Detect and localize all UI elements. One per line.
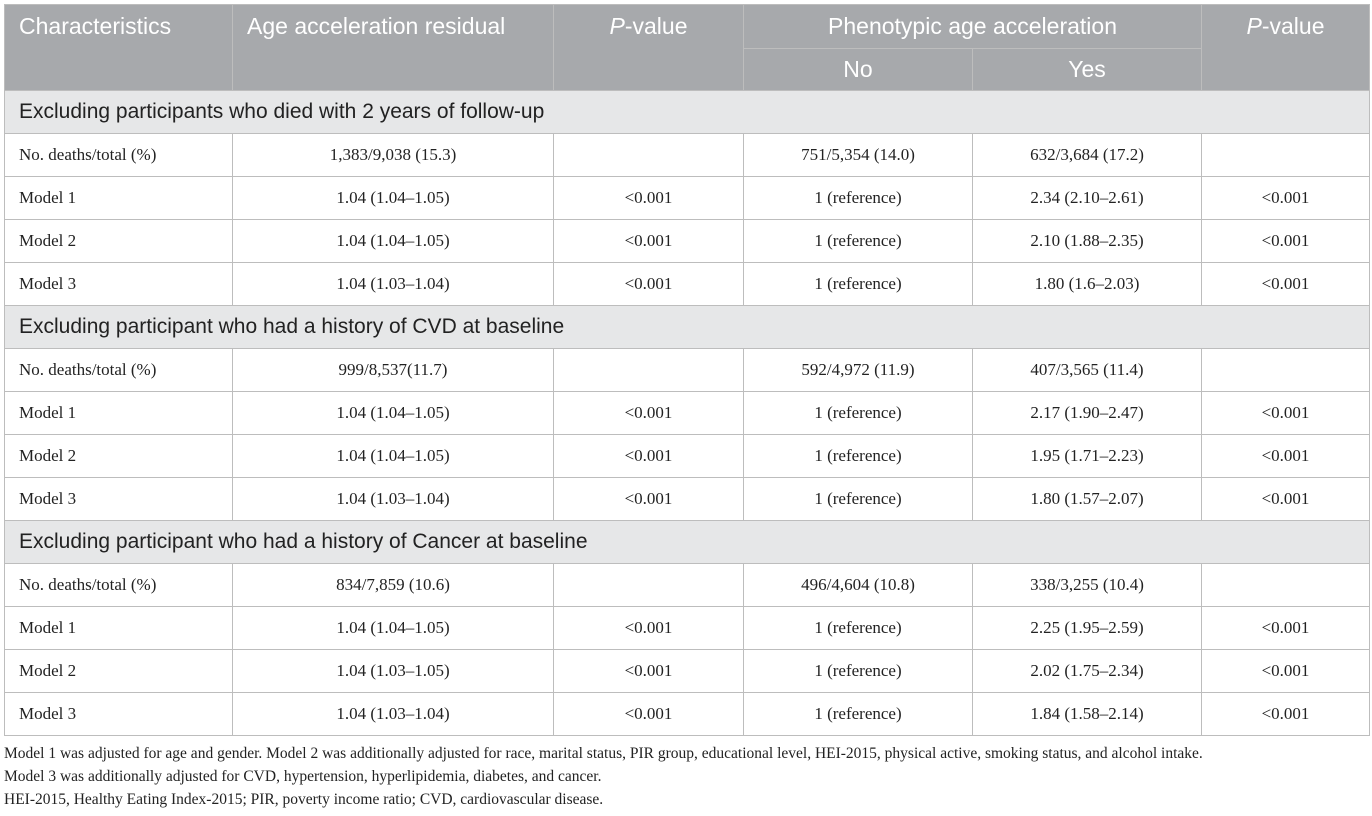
p-value-cell — [554, 349, 744, 392]
table-row — [5, 435, 1370, 478]
residual-cell: 1.04 (1.03–1.04) — [233, 478, 554, 521]
p-value-cell: <0.001 — [1202, 650, 1370, 693]
yes-cell: 2.17 (1.90–2.47) — [973, 392, 1202, 435]
yes-cell: 632/3,684 (17.2) — [973, 134, 1202, 177]
residual-cell: 1,383/9,038 (15.3) — [233, 134, 554, 177]
no-cell: 1 (reference) — [744, 263, 973, 306]
no-cell: 751/5,354 (14.0) — [744, 134, 973, 177]
header-phenotypic-age-acceleration: Phenotypic age acceleration — [744, 5, 1202, 49]
no-cell: 1 (reference) — [744, 650, 973, 693]
row-label: Model 3 — [5, 263, 233, 306]
no-cell: 1 (reference) — [744, 177, 973, 220]
row-label: No. deaths/total (%) — [5, 134, 233, 177]
no-cell: 1 (reference) — [744, 693, 973, 736]
residual-cell: 999/8,537(11.7) — [233, 349, 554, 392]
yes-cell: 407/3,565 (11.4) — [973, 349, 1202, 392]
p-value-cell: <0.001 — [554, 177, 744, 220]
yes-cell: 1.80 (1.57–2.07) — [973, 478, 1202, 521]
results-table — [4, 4, 1370, 736]
yes-cell: 2.25 (1.95–2.59) — [973, 607, 1202, 650]
residual-cell: 1.04 (1.04–1.05) — [233, 607, 554, 650]
p-value-cell: <0.001 — [1202, 478, 1370, 521]
footnote-model-3: Model 3 was additionally adjusted for CVD, hypertension, hyperlipidemia, diabetes, and cancer. — [4, 768, 602, 785]
no-cell: 592/4,972 (11.9) — [744, 349, 973, 392]
section-header-row — [5, 91, 1370, 134]
p-italic: P — [1246, 13, 1262, 39]
section-title: Excluding participant who had a history of CVD at baseline — [5, 306, 1370, 349]
row-label: No. deaths/total (%) — [5, 564, 233, 607]
row-label: Model 3 — [5, 693, 233, 736]
section-header-row — [5, 521, 1370, 564]
residual-cell: 1.04 (1.04–1.05) — [233, 435, 554, 478]
residual-cell: 1.04 (1.04–1.05) — [233, 220, 554, 263]
p-value-cell: <0.001 — [1202, 435, 1370, 478]
row-label: Model 1 — [5, 177, 233, 220]
table-row — [5, 607, 1370, 650]
yes-cell: 2.34 (2.10–2.61) — [973, 177, 1202, 220]
p-value-cell: <0.001 — [554, 693, 744, 736]
row-label: Model 2 — [5, 435, 233, 478]
p-value-cell: <0.001 — [1202, 607, 1370, 650]
residual-cell: 1.04 (1.03–1.04) — [233, 693, 554, 736]
p-value-cell: <0.001 — [1202, 220, 1370, 263]
p-value-cell: <0.001 — [554, 220, 744, 263]
header-age-acceleration-residual: Age acceleration residual — [233, 5, 554, 91]
row-label: Model 1 — [5, 607, 233, 650]
table-row — [5, 693, 1370, 736]
row-label: Model 3 — [5, 478, 233, 521]
section-title: Excluding participants who died with 2 years of follow-up — [5, 91, 1370, 134]
p-value-cell: <0.001 — [1202, 177, 1370, 220]
p-suffix: -value — [624, 13, 688, 39]
p-value-cell — [1202, 134, 1370, 177]
table-row — [5, 177, 1370, 220]
row-label: Model 1 — [5, 392, 233, 435]
header-p-value-1 — [554, 5, 744, 91]
p-value-cell: <0.001 — [1202, 263, 1370, 306]
no-cell: 1 (reference) — [744, 607, 973, 650]
p-value-cell: <0.001 — [554, 435, 744, 478]
residual-cell: 1.04 (1.03–1.04) — [233, 263, 554, 306]
section-header-row — [5, 306, 1370, 349]
table-row — [5, 650, 1370, 693]
p-value-cell — [1202, 564, 1370, 607]
no-cell: 1 (reference) — [744, 392, 973, 435]
p-value-cell: <0.001 — [1202, 392, 1370, 435]
p-suffix: -value — [1261, 13, 1325, 39]
p-value-cell: <0.001 — [554, 263, 744, 306]
yes-cell: 1.95 (1.71–2.23) — [973, 435, 1202, 478]
table-row — [5, 263, 1370, 306]
residual-cell: 834/7,859 (10.6) — [233, 564, 554, 607]
p-value-cell — [554, 564, 744, 607]
p-value-cell: <0.001 — [554, 392, 744, 435]
table-body — [5, 91, 1370, 736]
table-header-row — [5, 5, 1370, 49]
no-cell: 1 (reference) — [744, 435, 973, 478]
p-value-cell — [1202, 349, 1370, 392]
header-yes: Yes — [973, 49, 1202, 91]
p-value-cell: <0.001 — [554, 478, 744, 521]
footnote-models-1-2: Model 1 was adjusted for age and gender. Model 2 was additionally adjusted for race, marital status, PIR group, educational level, HEI-2015, physical active, smoking status, and alcohol intake. — [4, 745, 1203, 762]
table-footnotes — [4, 742, 1370, 811]
yes-cell: 2.02 (1.75–2.34) — [973, 650, 1202, 693]
table-row — [5, 392, 1370, 435]
p-value-cell: <0.001 — [554, 607, 744, 650]
table-row — [5, 134, 1370, 177]
header-characteristics: Characteristics — [5, 5, 233, 91]
table-row — [5, 478, 1370, 521]
no-cell: 1 (reference) — [744, 478, 973, 521]
no-cell: 496/4,604 (10.8) — [744, 564, 973, 607]
table-row — [5, 349, 1370, 392]
yes-cell: 2.10 (1.88–2.35) — [973, 220, 1202, 263]
p-value-cell: <0.001 — [554, 650, 744, 693]
yes-cell: 338/3,255 (10.4) — [973, 564, 1202, 607]
no-cell: 1 (reference) — [744, 220, 973, 263]
residual-cell: 1.04 (1.03–1.05) — [233, 650, 554, 693]
header-p-value-2 — [1202, 5, 1370, 91]
p-value-cell — [554, 134, 744, 177]
yes-cell: 1.80 (1.6–2.03) — [973, 263, 1202, 306]
row-label: Model 2 — [5, 650, 233, 693]
yes-cell: 1.84 (1.58–2.14) — [973, 693, 1202, 736]
table-row — [5, 564, 1370, 607]
section-title: Excluding participant who had a history of Cancer at baseline — [5, 521, 1370, 564]
residual-cell: 1.04 (1.04–1.05) — [233, 392, 554, 435]
residual-cell: 1.04 (1.04–1.05) — [233, 177, 554, 220]
footnote-abbreviations: HEI-2015, Healthy Eating Index-2015; PIR, poverty income ratio; CVD, cardiovascular disease. — [4, 791, 604, 808]
p-italic: P — [609, 13, 625, 39]
p-value-cell: <0.001 — [1202, 693, 1370, 736]
table-row — [5, 220, 1370, 263]
row-label: Model 2 — [5, 220, 233, 263]
row-label: No. deaths/total (%) — [5, 349, 233, 392]
header-no: No — [744, 49, 973, 91]
